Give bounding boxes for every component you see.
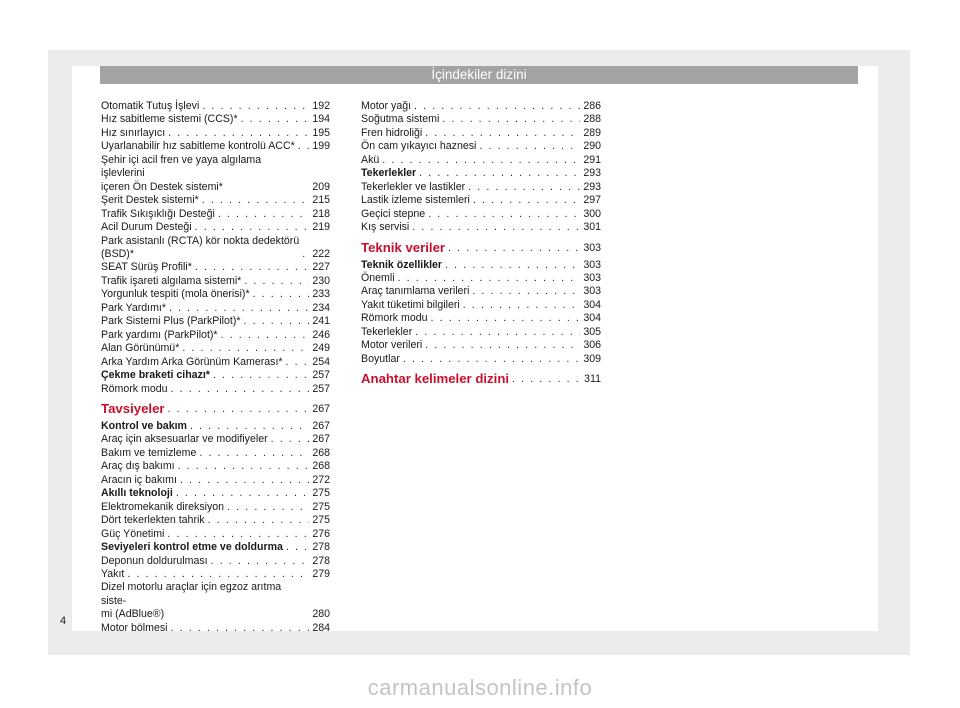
toc-leader-dots — [448, 240, 580, 256]
toc-entry-page: 309 — [583, 352, 601, 365]
toc-entry-title: Tekerlekler — [361, 167, 417, 180]
toc-entry-page: 301 — [583, 221, 601, 234]
toc-leader-dots — [211, 555, 309, 568]
toc-entry[interactable] — [101, 315, 330, 328]
toc-entry[interactable] — [101, 154, 330, 194]
toc-entry-title: Motor verileri — [361, 339, 423, 352]
toc-leader-dots — [425, 127, 580, 140]
toc-column-left — [101, 100, 330, 635]
toc-entry-page: 290 — [583, 140, 601, 153]
toc-entry[interactable] — [101, 235, 330, 262]
toc-entry-title: Lastik izleme sistemleri — [361, 194, 470, 207]
toc-entry-title: Tekerlekler ve lastikler — [361, 180, 466, 193]
toc-leader-dots — [171, 622, 309, 635]
toc-entry-page: 218 — [312, 207, 330, 220]
toc-leader-dots — [221, 329, 309, 342]
toc-entry-page: 227 — [312, 261, 330, 274]
toc-entry[interactable] — [101, 208, 330, 221]
toc-leader-dots — [202, 100, 309, 113]
toc-leader-dots — [241, 113, 309, 126]
toc-leader-dots — [180, 474, 309, 487]
toc-leader-dots — [244, 315, 309, 328]
toc-entry-title: Anahtar kelimeler dizini — [361, 371, 510, 387]
toc-entry-title: Hız sınırlayıcı — [101, 126, 166, 139]
toc-entry-title: Tekerlekler — [361, 325, 413, 338]
toc-entry[interactable] — [361, 339, 601, 352]
toc-leader-dots — [472, 285, 580, 298]
toc-entry-title: Araç tanımlama verileri — [361, 285, 470, 298]
toc-entry-page: 293 — [583, 180, 601, 193]
toc-entry-title: Dört tekerlekten tahrik — [101, 514, 205, 527]
toc-entry[interactable] — [101, 369, 330, 382]
toc-leader-dots — [415, 326, 580, 339]
toc-entry-page: 194 — [312, 113, 330, 126]
toc-entry-page: 304 — [583, 312, 601, 325]
toc-entry-title: Acil Durum Desteği — [101, 221, 192, 234]
toc-entry[interactable] — [361, 181, 601, 194]
page-number: 4 — [60, 615, 67, 627]
toc-leader-dots — [286, 356, 309, 369]
toc-leader-dots — [195, 221, 309, 234]
toc-leader-dots — [414, 100, 580, 113]
toc-leader-dots — [463, 299, 580, 312]
toc-entry[interactable] — [361, 299, 601, 312]
toc-entry-title: Şerit Destek sistemi* — [101, 194, 199, 207]
toc-entry[interactable] — [101, 113, 330, 126]
toc-leader-dots — [512, 371, 580, 387]
toc-entry-title: Kontrol ve bakım — [101, 419, 187, 432]
toc-entry[interactable] — [101, 329, 330, 342]
toc-entry-page: 304 — [583, 298, 601, 311]
toc-entry-title: Seviyeleri kontrol etme ve doldurma — [101, 541, 283, 554]
toc-entry-page: 286 — [583, 100, 601, 112]
toc-entry-title: Trafik işareti algılama sistemi* — [101, 274, 242, 287]
toc-entry[interactable] — [101, 447, 330, 460]
toc-entry-page: 249 — [312, 342, 330, 355]
toc-entry-title: Akü — [361, 153, 380, 166]
toc-entry-title: Motor yağı — [361, 100, 412, 112]
toc-leader-dots — [218, 208, 309, 221]
toc-leader-dots — [199, 447, 309, 460]
toc-leader-dots — [445, 259, 580, 272]
toc-entry-title: Otomatik Tutuş İşlevi — [101, 100, 200, 112]
toc-entry-title: Trafik Sıkışıklığı Desteği — [101, 207, 215, 220]
toc-entry[interactable] — [101, 514, 330, 527]
toc-entry-title: Araç için aksesuarlar ve modifiyeler — [101, 433, 268, 446]
toc-entry[interactable] — [361, 259, 601, 272]
toc-entry[interactable] — [101, 342, 330, 355]
toc-entry-title: Yakıt tüketimi bilgileri — [361, 298, 460, 311]
toc-entry-page: 305 — [583, 325, 601, 338]
toc-entry-page: 303 — [583, 241, 601, 254]
toc-entry[interactable] — [101, 140, 330, 153]
toc-entry-page: 284 — [312, 621, 330, 634]
toc-entry-page: 230 — [312, 274, 330, 287]
toc-entry-page: 257 — [312, 382, 330, 395]
toc-leader-dots — [244, 275, 309, 288]
toc-entry-page: 192 — [312, 100, 330, 112]
toc-entry[interactable] — [101, 261, 330, 274]
toc-entry[interactable] — [101, 541, 330, 554]
toc-leader-dots — [479, 140, 580, 153]
toc-entry-title: Bakım ve temizleme — [101, 446, 197, 459]
toc-entry[interactable] — [101, 568, 330, 581]
toc-entry[interactable] — [101, 356, 330, 369]
toc-entry-title: Akıllı teknoloji — [101, 487, 173, 500]
toc-leader-dots — [419, 167, 580, 180]
toc-entry-title: Teknik veriler — [361, 239, 446, 255]
toc-entry-page: 276 — [312, 527, 330, 540]
toc-leader-dots — [176, 487, 309, 500]
toc-entry-page: 303 — [583, 271, 601, 284]
toc-entry[interactable] — [101, 433, 330, 446]
toc-leader-dots — [167, 528, 309, 541]
toc-entry[interactable] — [361, 154, 601, 167]
toc-leader-dots — [213, 369, 309, 382]
toc-entry-page: 195 — [312, 126, 330, 139]
toc-leader-dots — [253, 288, 309, 301]
toc-leader-dots — [227, 501, 309, 514]
toc-leader-dots — [208, 514, 309, 527]
toc-entry-page: 272 — [312, 473, 330, 486]
toc-entry-title: Geçici stepne — [361, 207, 426, 220]
toc-entry-title: Fren hidroliği — [361, 126, 423, 139]
toc-entry-page: 278 — [312, 554, 330, 567]
toc-entry[interactable] — [101, 302, 330, 315]
toc-entry-page: 293 — [583, 167, 601, 180]
toc-entry-title: Alan Görünümü* — [101, 342, 180, 355]
toc-leader-dots — [428, 208, 580, 221]
toc-entry[interactable] — [101, 383, 330, 396]
toc-entry[interactable] — [101, 221, 330, 234]
toc-leader-dots — [425, 339, 580, 352]
toc-entry[interactable] — [101, 288, 330, 301]
toc-entry[interactable] — [361, 353, 601, 366]
toc-entry-title: Dizel motorlu araçlar için egzoz arıtma siste- mi (AdBlue®) — [101, 581, 282, 621]
toc-entry-title: Teknik özellikler — [361, 258, 443, 271]
toc-entry[interactable] — [101, 127, 330, 140]
toc-entry-title: Araç dış bakımı — [101, 460, 175, 473]
toc-entry-page: 303 — [583, 285, 601, 298]
toc-entry-page: 300 — [583, 207, 601, 220]
toc-entry-page: 219 — [312, 221, 330, 234]
toc-entry[interactable] — [361, 167, 601, 180]
toc-leader-dots — [169, 302, 309, 315]
toc-entry[interactable] — [361, 312, 601, 325]
toc-entry-page: 267 — [312, 402, 330, 415]
toc-entry[interactable] — [101, 528, 330, 541]
toc-entry-page: 209 — [312, 180, 330, 193]
toc-leader-dots — [182, 342, 309, 355]
toc-entry-title: Park asistanlı (RCTA) kör nokta dedektörü (BSD)* — [101, 234, 300, 260]
toc-entry-page: 311 — [584, 373, 601, 386]
toc-entry-page: 306 — [583, 339, 601, 352]
toc-entry[interactable] — [101, 581, 330, 621]
toc-leader-dots — [398, 272, 580, 285]
toc-leader-dots — [178, 460, 309, 473]
toc-entry[interactable] — [101, 474, 330, 487]
toc-entry-page: 199 — [312, 140, 330, 153]
toc-entry-title: Uyarlanabilir hız sabitleme kontrolü ACC* — [101, 140, 295, 153]
toc-leader-dots — [195, 261, 309, 274]
toc-entry[interactable] — [361, 127, 601, 140]
toc-leader-dots — [286, 541, 309, 554]
toc-entry-page: 257 — [312, 369, 330, 382]
toc-entry-page: 297 — [583, 194, 601, 207]
toc-entry-page: 275 — [312, 500, 330, 513]
toc-entry-page: 288 — [583, 113, 601, 126]
toc-entry[interactable] — [101, 501, 330, 514]
toc-leader-dots — [403, 353, 580, 366]
toc-entry-page: 268 — [312, 446, 330, 459]
page-title: İçindekiler dizini — [100, 66, 858, 84]
toc-entry[interactable] — [101, 555, 330, 568]
toc-entry-title: Park yardımı (ParkPilot)* — [101, 328, 218, 341]
toc-entry-page: 289 — [583, 126, 601, 139]
toc-entry-title: Yorgunluk tespiti (mola önerisi)* — [101, 288, 250, 301]
toc-entry[interactable] — [101, 487, 330, 500]
toc-entry-page: 241 — [312, 315, 330, 328]
toc-section-heading[interactable] — [361, 240, 601, 256]
toc-leader-dots — [382, 154, 580, 167]
toc-section-heading[interactable] — [101, 401, 330, 417]
toc-entry-title: Kış servisi — [361, 221, 410, 234]
toc-entry-page: 303 — [583, 258, 601, 271]
toc-leader-dots — [168, 127, 309, 140]
toc-entry[interactable] — [361, 100, 601, 113]
toc-entry-title: Elektromekanik direksiyon — [101, 500, 225, 513]
toc-entry-page: 280 — [312, 608, 330, 621]
toc-entry-title: Deponun doldurulması — [101, 554, 208, 567]
toc-leader-dots — [431, 312, 580, 325]
toc-leader-dots — [468, 181, 580, 194]
toc-entry[interactable] — [101, 100, 330, 113]
toc-entry[interactable] — [101, 420, 330, 433]
toc-section-heading[interactable] — [361, 371, 601, 387]
toc-entry-page: 246 — [312, 328, 330, 341]
toc-entry-title: Güç Yönetimi — [101, 527, 165, 540]
toc-entry-title: SEAT Sürüş Profili* — [101, 261, 192, 274]
toc-entry-page: 254 — [312, 355, 330, 368]
toc-entry-title: Tavsiyeler — [101, 400, 165, 416]
toc-entry-page: 275 — [312, 487, 330, 500]
toc-entry-page: 267 — [312, 433, 330, 446]
toc-entry-title: Çekme braketi cihazı* — [101, 369, 210, 382]
toc-entry-page: 222 — [312, 247, 330, 260]
toc-entry-title: Önemli — [361, 271, 395, 284]
toc-entry-title: Yakıt — [101, 567, 125, 580]
watermark: carmanualsonline.info — [367, 675, 593, 700]
toc-entry[interactable] — [101, 622, 330, 635]
toc-leader-dots — [271, 433, 309, 446]
toc-entry[interactable] — [361, 272, 601, 285]
toc-leader-dots — [302, 248, 309, 261]
toc-entry-title: Hız sabitleme sistemi (CCS)* — [101, 113, 238, 126]
toc-entry[interactable] — [361, 113, 601, 126]
toc-entry[interactable] — [361, 326, 601, 339]
toc-entry-title: Boyutlar — [361, 352, 400, 365]
toc-entry-title: Römork modu — [361, 312, 428, 325]
toc-leader-dots — [202, 194, 309, 207]
toc-leader-dots — [190, 420, 309, 433]
toc-entry-title: Şehir içi acil fren ve yaya algılama işlevlerini içeren Ön Destek sistemi* — [101, 153, 262, 193]
toc-entry-page: 215 — [312, 194, 330, 207]
toc-entry-title: Aracın iç bakımı — [101, 473, 177, 486]
toc-entry[interactable] — [361, 285, 601, 298]
toc-leader-dots — [298, 140, 309, 153]
toc-leader-dots — [168, 401, 309, 417]
toc-entry[interactable] — [361, 221, 601, 234]
toc-entry-title: Park Yardımı* — [101, 301, 166, 314]
toc-entry[interactable] — [101, 194, 330, 207]
toc-entry[interactable] — [101, 460, 330, 473]
toc-entry-title: Park Sistemi Plus (ParkPilot)* — [101, 315, 241, 328]
toc-entry[interactable] — [101, 275, 330, 288]
toc-entry-page: 268 — [312, 460, 330, 473]
toc-entry-title: Römork modu — [101, 382, 168, 395]
toc-entry[interactable] — [361, 140, 601, 153]
toc-leader-dots — [171, 383, 309, 396]
toc-entry[interactable] — [361, 208, 601, 221]
toc-entry-title: Motor bölmesi — [101, 621, 168, 634]
toc-leader-dots — [127, 568, 309, 581]
toc-entry-title: Arka Yardım Arka Görünüm Kamerası* — [101, 355, 283, 368]
toc-leader-dots — [412, 221, 580, 234]
toc-entry-title: Ön cam yıkayıcı haznesi — [361, 140, 477, 153]
toc-leader-dots — [473, 194, 580, 207]
toc-entry-page: 279 — [312, 567, 330, 580]
toc-entry[interactable] — [361, 194, 601, 207]
toc-entry-page: 233 — [312, 288, 330, 301]
toc-entry-page: 275 — [312, 514, 330, 527]
toc-entry-page: 234 — [312, 301, 330, 314]
toc-entry-page: 278 — [312, 541, 330, 554]
toc-leader-dots — [442, 113, 580, 126]
toc-entry-page: 291 — [583, 153, 601, 166]
toc-column-right — [361, 100, 601, 390]
toc-entry-page: 267 — [312, 419, 330, 432]
toc-entry-title: Soğutma sistemi — [361, 113, 440, 126]
